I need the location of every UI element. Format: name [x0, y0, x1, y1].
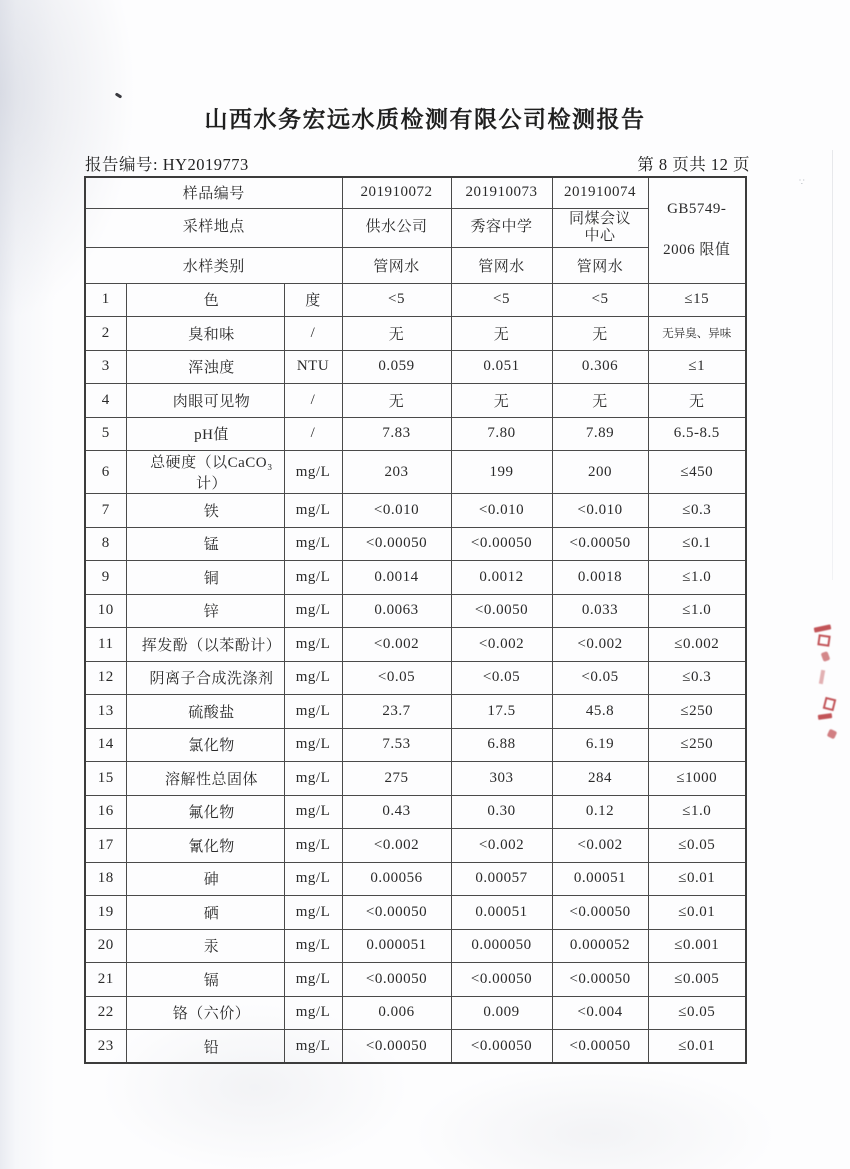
- row-number-cell: 11: [85, 628, 126, 662]
- value-cell-1: 0.00056: [342, 862, 451, 896]
- value-cell-1: <0.00050: [342, 527, 451, 561]
- table-row: [85, 317, 746, 351]
- limit-cell: 无异臭、异味: [648, 317, 746, 351]
- location-cell-3: 同煤会议中心: [552, 208, 648, 247]
- limit-cell: ≤1: [648, 350, 746, 384]
- item-name-cell: 砷: [126, 862, 284, 896]
- unit-cell: mg/L: [284, 963, 342, 997]
- unit-cell: mg/L: [284, 494, 342, 528]
- table-row: [85, 896, 746, 930]
- water-type-label: 水样类别: [85, 247, 342, 283]
- row-number-cell: 8: [85, 527, 126, 561]
- row-number-cell: 22: [85, 996, 126, 1030]
- value-cell-3: <0.002: [552, 628, 648, 662]
- item-name-cell: 肉眼可见物: [126, 384, 284, 418]
- item-name-cell: 浑浊度: [126, 350, 284, 384]
- value-cell-3: 6.19: [552, 728, 648, 762]
- unit-cell: 度: [284, 283, 342, 317]
- unit-cell: mg/L: [284, 996, 342, 1030]
- value-cell-2: 0.0012: [451, 561, 552, 595]
- header-row-location: [85, 208, 746, 247]
- row-number-cell: 4: [85, 384, 126, 418]
- unit-cell: mg/L: [284, 561, 342, 595]
- limit-cell: 无: [648, 384, 746, 418]
- value-cell-3: 0.306: [552, 350, 648, 384]
- unit-cell: mg/L: [284, 695, 342, 729]
- row-number-cell: 5: [85, 417, 126, 451]
- limit-cell: ≤1.0: [648, 561, 746, 595]
- value-cell-2: 7.80: [451, 417, 552, 451]
- value-cell-2: <0.05: [451, 661, 552, 695]
- value-cell-2: 0.009: [451, 996, 552, 1030]
- value-cell-1: 7.53: [342, 728, 451, 762]
- limit-cell: ≤0.001: [648, 929, 746, 963]
- limit-cell: ≤0.01: [648, 896, 746, 930]
- item-name-cell: 总硬度（以CaCO₃计）: [126, 451, 284, 494]
- row-number-cell: 7: [85, 494, 126, 528]
- limit-cell: ≤1.0: [648, 594, 746, 628]
- table-row: [85, 963, 746, 997]
- unit-cell: mg/L: [284, 594, 342, 628]
- water-type-cell-3: 管网水: [552, 247, 648, 283]
- table-row: [85, 494, 746, 528]
- item-name-cell: 氟化物: [126, 795, 284, 829]
- scan-edge-line: [832, 150, 833, 580]
- header-row-sample-id: [85, 177, 746, 208]
- row-number-cell: 13: [85, 695, 126, 729]
- value-cell-1: 23.7: [342, 695, 451, 729]
- unit-cell: mg/L: [284, 929, 342, 963]
- table-row: [85, 451, 746, 494]
- sample-id-cell-3: 201910074: [552, 177, 648, 208]
- table-row: [85, 628, 746, 662]
- value-cell-1: 275: [342, 762, 451, 796]
- limit-cell: ≤0.1: [648, 527, 746, 561]
- limit-cell: ≤0.005: [648, 963, 746, 997]
- value-cell-1: 0.006: [342, 996, 451, 1030]
- value-cell-3: 200: [552, 451, 648, 494]
- value-cell-1: 7.83: [342, 417, 451, 451]
- value-cell-3: 0.033: [552, 594, 648, 628]
- row-number-cell: 19: [85, 896, 126, 930]
- table-row: [85, 594, 746, 628]
- item-name-cell: 阴离子合成洗涤剂: [126, 661, 284, 695]
- table-row: [85, 1030, 746, 1064]
- sample-id-cell-1: 201910072: [342, 177, 451, 208]
- limit-cell: ≤250: [648, 728, 746, 762]
- item-name-cell: 铅: [126, 1030, 284, 1064]
- report-meta-row: [85, 151, 750, 175]
- value-cell-2: 199: [451, 451, 552, 494]
- item-name-cell: 锰: [126, 527, 284, 561]
- value-cell-2: 0.051: [451, 350, 552, 384]
- value-cell-3: 45.8: [552, 695, 648, 729]
- value-cell-1: 无: [342, 384, 451, 418]
- scan-speck: ∵: [799, 177, 805, 187]
- value-cell-1: <0.00050: [342, 896, 451, 930]
- item-name-cell: 锌: [126, 594, 284, 628]
- limit-header-line1: GB5749-: [667, 201, 727, 218]
- item-name-cell: 汞: [126, 929, 284, 963]
- limit-cell: ≤0.3: [648, 494, 746, 528]
- table-row: [85, 929, 746, 963]
- limit-cell: ≤0.05: [648, 996, 746, 1030]
- page-title: 山西水务宏远水质检测有限公司检测报告: [204, 106, 646, 132]
- row-number-cell: 17: [85, 829, 126, 863]
- table-row: [85, 384, 746, 418]
- table-row: [85, 762, 746, 796]
- item-name-cell: 色: [126, 283, 284, 317]
- item-name-cell: 硫酸盐: [126, 695, 284, 729]
- table-row: [85, 561, 746, 595]
- value-cell-3: <0.00050: [552, 896, 648, 930]
- item-name-cell: 氯化物: [126, 728, 284, 762]
- row-number-cell: 6: [85, 451, 126, 494]
- row-number-cell: 10: [85, 594, 126, 628]
- limit-cell: ≤0.01: [648, 862, 746, 896]
- sample-id-cell-2: 201910073: [451, 177, 552, 208]
- row-number-cell: 23: [85, 1030, 126, 1064]
- location-cell-2: 秀容中学: [451, 208, 552, 247]
- location-cell-1: 供水公司: [342, 208, 451, 247]
- table-row: [85, 829, 746, 863]
- item-name-cell: pH值: [126, 417, 284, 451]
- limit-cell: ≤1.0: [648, 795, 746, 829]
- table-row: [85, 695, 746, 729]
- value-cell-2: 无: [451, 384, 552, 418]
- table-row: [85, 728, 746, 762]
- results-table-header: [85, 177, 746, 283]
- value-cell-2: <0.010: [451, 494, 552, 528]
- limit-cell: ≤0.01: [648, 1030, 746, 1064]
- row-number-cell: 16: [85, 795, 126, 829]
- unit-cell: mg/L: [284, 762, 342, 796]
- red-seal-fragment: [812, 626, 838, 752]
- value-cell-3: <0.05: [552, 661, 648, 695]
- limit-header-line2: 2006 限值: [663, 242, 731, 259]
- value-cell-1: 0.000051: [342, 929, 451, 963]
- value-cell-2: 0.00051: [451, 896, 552, 930]
- value-cell-2: <0.00050: [451, 963, 552, 997]
- value-cell-1: 0.43: [342, 795, 451, 829]
- value-cell-2: 0.00057: [451, 862, 552, 896]
- value-cell-2: <0.002: [451, 829, 552, 863]
- table-row: [85, 527, 746, 561]
- item-name-cell: 臭和味: [126, 317, 284, 351]
- value-cell-2: <0.002: [451, 628, 552, 662]
- limit-cell: 6.5-8.5: [648, 417, 746, 451]
- water-type-cell-2: 管网水: [451, 247, 552, 283]
- pen-mark: [115, 92, 123, 98]
- value-cell-1: 203: [342, 451, 451, 494]
- table-row: [85, 795, 746, 829]
- table-row: [85, 350, 746, 384]
- limit-cell: ≤0.3: [648, 661, 746, 695]
- value-cell-2: <5: [451, 283, 552, 317]
- unit-cell: mg/L: [284, 795, 342, 829]
- value-cell-3: 7.89: [552, 417, 648, 451]
- value-cell-3: 0.00051: [552, 862, 648, 896]
- value-cell-3: <0.00050: [552, 527, 648, 561]
- table-row: [85, 661, 746, 695]
- value-cell-1: <0.002: [342, 628, 451, 662]
- value-cell-3: <0.010: [552, 494, 648, 528]
- value-cell-1: <0.002: [342, 829, 451, 863]
- limit-cell: ≤1000: [648, 762, 746, 796]
- value-cell-2: 0.000050: [451, 929, 552, 963]
- unit-cell: NTU: [284, 350, 342, 384]
- value-cell-1: 无: [342, 317, 451, 351]
- sample-id-label: 样品编号: [85, 177, 342, 208]
- row-number-cell: 14: [85, 728, 126, 762]
- value-cell-3: 284: [552, 762, 648, 796]
- value-cell-3: 无: [552, 384, 648, 418]
- water-type-cell-1: 管网水: [342, 247, 451, 283]
- row-number-cell: 9: [85, 561, 126, 595]
- value-cell-1: <5: [342, 283, 451, 317]
- limit-cell: ≤15: [648, 283, 746, 317]
- unit-cell: mg/L: [284, 527, 342, 561]
- row-number-cell: 3: [85, 350, 126, 384]
- value-cell-1: 0.0014: [342, 561, 451, 595]
- value-cell-2: <0.00050: [451, 527, 552, 561]
- limit-column-header: [648, 177, 746, 283]
- limit-cell: ≤450: [648, 451, 746, 494]
- row-number-cell: 20: [85, 929, 126, 963]
- value-cell-3: 0.0018: [552, 561, 648, 595]
- page-indicator: 第 8 页共 12 页: [637, 155, 750, 174]
- value-cell-3: 无: [552, 317, 648, 351]
- value-cell-2: 17.5: [451, 695, 552, 729]
- unit-cell: /: [284, 317, 342, 351]
- results-table: [84, 176, 747, 1064]
- unit-cell: /: [284, 384, 342, 418]
- value-cell-3: 0.12: [552, 795, 648, 829]
- value-cell-3: 0.000052: [552, 929, 648, 963]
- value-cell-1: <0.010: [342, 494, 451, 528]
- item-name-cell: 铬（六价）: [126, 996, 284, 1030]
- header-row-water-type: [85, 247, 746, 283]
- row-number-cell: 12: [85, 661, 126, 695]
- results-table-body: [85, 283, 746, 1063]
- row-number-cell: 15: [85, 762, 126, 796]
- unit-cell: mg/L: [284, 728, 342, 762]
- table-row: [85, 996, 746, 1030]
- unit-cell: mg/L: [284, 862, 342, 896]
- table-row: [85, 417, 746, 451]
- row-number-cell: 21: [85, 963, 126, 997]
- value-cell-2: 无: [451, 317, 552, 351]
- value-cell-2: <0.00050: [451, 1030, 552, 1064]
- unit-cell: mg/L: [284, 1030, 342, 1064]
- item-name-cell: 溶解性总固体: [126, 762, 284, 796]
- limit-cell: ≤250: [648, 695, 746, 729]
- item-name-cell: 挥发酚（以苯酚计）: [126, 628, 284, 662]
- value-cell-3: <0.00050: [552, 1030, 648, 1064]
- item-name-cell: 氰化物: [126, 829, 284, 863]
- row-number-cell: 2: [85, 317, 126, 351]
- value-cell-1: <0.00050: [342, 1030, 451, 1064]
- value-cell-3: <0.004: [552, 996, 648, 1030]
- item-name-cell: 镉: [126, 963, 284, 997]
- unit-cell: mg/L: [284, 661, 342, 695]
- unit-cell: mg/L: [284, 451, 342, 494]
- unit-cell: mg/L: [284, 829, 342, 863]
- value-cell-3: <5: [552, 283, 648, 317]
- value-cell-3: <0.002: [552, 829, 648, 863]
- unit-cell: mg/L: [284, 628, 342, 662]
- value-cell-2: 0.30: [451, 795, 552, 829]
- row-number-cell: 18: [85, 862, 126, 896]
- value-cell-1: <0.00050: [342, 963, 451, 997]
- unit-cell: /: [284, 417, 342, 451]
- value-cell-2: <0.0050: [451, 594, 552, 628]
- table-row: [85, 283, 746, 317]
- item-name-cell: 硒: [126, 896, 284, 930]
- limit-cell: ≤0.05: [648, 829, 746, 863]
- location-label: 采样地点: [85, 208, 342, 247]
- unit-cell: mg/L: [284, 896, 342, 930]
- value-cell-2: 6.88: [451, 728, 552, 762]
- report-number: 报告编号: HY2019773: [85, 155, 249, 174]
- table-row: [85, 862, 746, 896]
- row-number-cell: 1: [85, 283, 126, 317]
- value-cell-1: 0.059: [342, 350, 451, 384]
- value-cell-2: 303: [451, 762, 552, 796]
- limit-cell: ≤0.002: [648, 628, 746, 662]
- item-name-cell: 铜: [126, 561, 284, 595]
- value-cell-1: 0.0063: [342, 594, 451, 628]
- value-cell-3: <0.00050: [552, 963, 648, 997]
- value-cell-1: <0.05: [342, 661, 451, 695]
- item-name-cell: 铁: [126, 494, 284, 528]
